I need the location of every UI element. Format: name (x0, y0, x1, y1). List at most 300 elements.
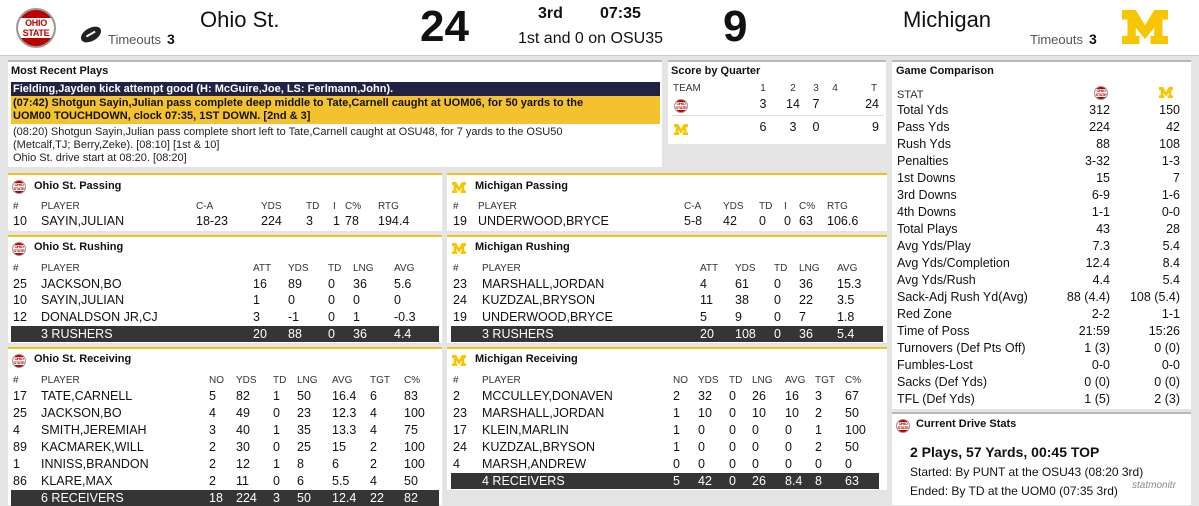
stat-avg: 5.5 (332, 474, 350, 488)
stat-lng: 10 (752, 406, 766, 420)
col-td: TD (759, 201, 773, 212)
mich-rushing-panel (447, 235, 887, 343)
stat-cpct: 50 (404, 474, 418, 488)
stat-avg: 0 (785, 457, 792, 471)
total-yds: 88 (288, 327, 302, 341)
stat-td: 0 (729, 423, 736, 437)
stat-yds: 224 (261, 214, 282, 228)
game-comparison-panel (892, 60, 1191, 409)
col-tgt: TGT (815, 375, 835, 386)
away-score: 9 (723, 2, 748, 51)
stat-label: Rush Yds (897, 137, 951, 151)
mich-stat-value: 108 (1159, 137, 1180, 151)
stat-lng: 7 (799, 310, 806, 324)
stat-avg: 16 (785, 389, 799, 403)
michigan-logo (452, 182, 466, 193)
scoreboard (0, 0, 1199, 56)
stat-att: 4 (700, 277, 707, 291)
stat-cpct: 100 (845, 423, 866, 437)
col-avg: AVG (837, 263, 858, 274)
stat-yds: 12 (236, 457, 250, 471)
stat-yds: 61 (735, 277, 749, 291)
stat-no: 2 (209, 457, 216, 471)
divider (672, 115, 884, 116)
col-number: # (453, 201, 459, 212)
mich-total: 9 (872, 120, 879, 134)
play-text: UOM00 TOUCHDOWN, clock 07:35, 1ST DOWN. [2nd & 3] (13, 110, 311, 122)
mich-q2: 3 (789, 120, 797, 134)
stat-label: Total Yds (897, 103, 949, 117)
mich-stat-value: 0 (0) (1154, 375, 1180, 389)
player-number: 23 (453, 406, 467, 420)
col-ca: C-A (196, 201, 214, 212)
michigan-logo (1122, 10, 1168, 44)
total-lng: 36 (353, 327, 367, 341)
stat-no: 2 (673, 389, 680, 403)
col-int: I (333, 201, 336, 212)
stat-td: 0 (774, 277, 781, 291)
total-label: 6 RECEIVERS (41, 491, 124, 505)
mich-rushing-title: Michigan Rushing (475, 241, 570, 253)
col-number: # (453, 263, 459, 274)
stat-avg: 10 (785, 406, 799, 420)
stat-lng: 25 (297, 440, 311, 454)
col-number: # (13, 201, 19, 212)
osu-stat-value: 1 (5) (1084, 392, 1110, 406)
player-name: MCCULLEY,DONAVEN (482, 389, 613, 403)
mich-stat-value: 7 (1173, 171, 1180, 185)
player-number: 4 (453, 457, 460, 471)
stat-td: 0 (273, 440, 280, 454)
player-number: 10 (13, 293, 27, 307)
stat-td: 0 (328, 310, 335, 324)
player-name: SMITH,JEREMIAH (41, 423, 147, 437)
recent-plays-title: Most Recent Plays (11, 65, 109, 77)
stat-yds: 30 (236, 440, 250, 454)
score-by-quarter-panel (668, 60, 886, 144)
player-number: 17 (453, 423, 467, 437)
total-td: 0 (729, 474, 736, 488)
stat-td: 0 (759, 214, 766, 228)
col-yds: YDS (735, 263, 756, 274)
stat-lng: 0 (752, 457, 759, 471)
stat-avg: 13.3 (332, 423, 357, 437)
col-int: I (784, 201, 787, 212)
col-number: # (453, 375, 459, 386)
col-td: TD (273, 375, 287, 386)
mich-stat-value: 150 (1159, 103, 1180, 117)
stat-lng: 36 (353, 277, 367, 291)
col-cpct: C% (345, 201, 362, 212)
osu-stat-value: 3-32 (1084, 154, 1110, 168)
stat-avg: 0 (394, 293, 401, 307)
stat-tgt: 2 (370, 457, 377, 471)
col-q4: 4 (832, 83, 838, 94)
mich-q1: 6 (759, 120, 767, 134)
stat-yds: 0 (698, 423, 705, 437)
stat-label: Avg Yds/Play (897, 239, 971, 253)
stat-cpct: 67 (845, 389, 859, 403)
stat-yds: 0 (288, 293, 295, 307)
osu-passing-panel (8, 173, 442, 231)
stat-no: 0 (673, 457, 680, 471)
player-name: TATE,CARNELL (41, 389, 133, 403)
stat-lng: 23 (297, 406, 311, 420)
col-yds: YDS (288, 263, 309, 274)
mich-passing-title: Michigan Passing (475, 180, 568, 192)
ohio-state-logo: OHIO STATE (12, 242, 26, 256)
current-drive-panel (892, 412, 1191, 505)
stat-label: Fumbles-Lost (897, 358, 973, 372)
col-avg: AVG (332, 375, 353, 386)
col-td: TD (729, 375, 743, 386)
mich-receiving-panel (447, 347, 887, 490)
stat-yds: 32 (698, 389, 712, 403)
col-player: PLAYER (41, 375, 80, 386)
col-td: TD (328, 263, 342, 274)
col-team: TEAM (673, 83, 701, 94)
stat-avg: 15 (332, 440, 346, 454)
stat-label: Total Plays (897, 222, 958, 236)
ohio-state-logo: OHIO STATE (12, 180, 26, 194)
play-text: (08:20) Shotgun Sayin,Julian pass complete short left to Tate,Carnell caught at OSU48, for 7 yards to the OSU50 (13, 126, 563, 138)
down-distance: 1st and 0 on OSU35 (518, 30, 663, 47)
stat-no: 1 (673, 406, 680, 420)
stat-lng: 0 (353, 293, 360, 307)
stat-avg: 0 (785, 423, 792, 437)
stat-yds: 49 (236, 406, 250, 420)
stat-cpct: 83 (404, 389, 418, 403)
stat-ca: 18-23 (196, 214, 228, 228)
stat-label: Pass Yds (897, 120, 950, 134)
stat-label: Time of Poss (897, 324, 970, 338)
osu-stat-value: 4.4 (1092, 273, 1110, 287)
total-td: 0 (328, 327, 335, 341)
mich-stat-value: 42 (1166, 120, 1180, 134)
score-by-quarter-title: Score by Quarter (671, 65, 761, 77)
total-td: 0 (774, 327, 781, 341)
osu-passing-title: Ohio St. Passing (34, 180, 122, 192)
stat-tgt: 4 (370, 423, 377, 437)
stat-no: 2 (209, 474, 216, 488)
col-no: NO (673, 375, 688, 386)
total-lng: 26 (752, 474, 766, 488)
total-yds: 108 (735, 327, 756, 341)
stat-yds: 11 (236, 474, 249, 488)
total-avg: 5.4 (837, 327, 855, 341)
stat-lng: 26 (752, 389, 766, 403)
player-name: KACMAREK,WILL (41, 440, 144, 454)
stat-tgt: 2 (815, 406, 822, 420)
osu-stat-value: 312 (1089, 103, 1110, 117)
stat-label: TFL (Def Yds) (897, 392, 975, 406)
stat-tgt: 2 (815, 440, 822, 454)
col-avg: AVG (785, 375, 806, 386)
player-name: KLARE,MAX (41, 474, 113, 488)
player-name: UNDERWOOD,BRYCE (482, 310, 613, 324)
stat-att: 11 (700, 293, 713, 307)
col-number: # (13, 375, 19, 386)
player-number: 4 (13, 423, 20, 437)
away-timeouts: 3 (1089, 31, 1097, 47)
total-td: 3 (273, 491, 280, 505)
player-number: 25 (13, 406, 27, 420)
total-cpct: 63 (845, 474, 859, 488)
stat-att: 3 (253, 310, 260, 324)
play-text: (07:42) Shotgun Sayin,Julian pass complete deep middle to Tate,Carnell caught at UOM06, for 50 yards to the (13, 97, 584, 109)
recent-plays-panel (8, 60, 662, 167)
mich-stat-value: 28 (1166, 222, 1180, 236)
col-player: PLAYER (482, 375, 521, 386)
player-number: 17 (13, 389, 27, 403)
stat-td: 1 (273, 423, 280, 437)
col-cpct: C% (799, 201, 816, 212)
player-name: INNISS,BRANDON (41, 457, 149, 471)
play-row-touchdown (11, 96, 660, 124)
current-drive-title: Current Drive Stats (916, 418, 1017, 430)
stat-td: 0 (774, 293, 781, 307)
col-q1: 1 (760, 83, 766, 94)
drive-summary: 2 Plays, 57 Yards, 00:45 TOP (910, 444, 1100, 460)
stat-lng: 22 (799, 293, 813, 307)
osu-stat-value: 21:59 (1078, 324, 1110, 338)
mich-stat-value: 0-0 (1161, 205, 1180, 219)
stat-td: 0 (729, 440, 736, 454)
home-timeouts-label: Timeouts (108, 32, 161, 47)
player-number: 2 (453, 389, 460, 403)
player-number: 25 (13, 277, 27, 291)
col-lng: LNG (752, 375, 773, 386)
player-name: KUZDZAL,BRYSON (482, 440, 595, 454)
michigan-logo (452, 243, 466, 254)
osu-stat-value: 2-2 (1091, 307, 1110, 321)
stat-td: 0 (774, 310, 781, 324)
stat-no: 5 (209, 389, 216, 403)
stat-td: 3 (306, 214, 313, 228)
stat-cpct: 50 (845, 440, 859, 454)
stat-yds: 0 (698, 440, 705, 454)
mich-stat-value: 0-0 (1161, 358, 1180, 372)
player-number: 1 (13, 457, 20, 471)
stat-avg: 3.5 (837, 293, 855, 307)
stat-yds: 0 (698, 457, 705, 471)
col-player: PLAYER (482, 263, 521, 274)
stat-lng: 36 (799, 277, 813, 291)
player-name: JACKSON,BO (41, 406, 122, 420)
col-td: TD (774, 263, 788, 274)
col-lng: LNG (297, 375, 318, 386)
stat-td: 0 (328, 293, 335, 307)
stat-lng: 0 (752, 440, 759, 454)
total-tgt: 22 (370, 491, 384, 505)
stat-tgt: 4 (370, 406, 377, 420)
total-avg: 4.4 (394, 327, 412, 341)
mich-stat-value: 108 (5.4) (1129, 290, 1180, 304)
mich-stat-value: 8.4 (1162, 256, 1180, 270)
table-total-row (451, 326, 883, 342)
mich-stat-value: 5.4 (1162, 239, 1180, 253)
player-name: DONALDSON JR,CJ (41, 310, 158, 324)
col-yds: YDS (723, 201, 744, 212)
stat-tgt: 1 (815, 423, 822, 437)
stat-avg: 0 (785, 440, 792, 454)
col-rtg: RTG (378, 201, 399, 212)
table-total-row (451, 473, 879, 489)
col-player: PLAYER (478, 201, 517, 212)
ohio-state-logo: OHIO STATE (16, 8, 56, 48)
player-number: 24 (453, 440, 467, 454)
osu-stat-value: 15 (1096, 171, 1110, 185)
stat-cpct: 50 (845, 406, 859, 420)
michigan-logo (674, 124, 688, 135)
play-text: Fielding,Jayden kick attempt good (H: McGuire,Joe, LS: Ferlmann,John). (13, 83, 394, 95)
stat-no: 1 (673, 440, 680, 454)
stat-label: Avg Yds/Completion (897, 256, 1010, 270)
col-player: PLAYER (41, 263, 80, 274)
stat-lng: 0 (752, 423, 759, 437)
michigan-logo (452, 355, 466, 366)
player-name: MARSH,ANDREW (482, 457, 587, 471)
game-comparison-title: Game Comparison (896, 65, 994, 77)
stat-att: 5 (700, 310, 707, 324)
stat-lng: 35 (297, 423, 311, 437)
stat-td: 0 (273, 406, 280, 420)
stat-tgt: 2 (370, 440, 377, 454)
col-q3: 3 (813, 83, 819, 94)
osu-stat-value: 1 (3) (1084, 341, 1110, 355)
stat-cpct: 100 (404, 406, 425, 420)
osu-rushing-title: Ohio St. Rushing (34, 241, 124, 253)
stat-no: 3 (209, 423, 216, 437)
player-number: 19 (453, 310, 467, 324)
col-yds: YDS (236, 375, 257, 386)
stat-int: 1 (333, 214, 340, 228)
stat-yds: 42 (723, 214, 737, 228)
col-q2: 2 (790, 83, 796, 94)
stat-label: Red Zone (897, 307, 952, 321)
drive-started: Started: By PUNT at the OSU43 (08:20 3rd) (910, 465, 1144, 479)
osu-stat-value: 12.4 (1085, 256, 1110, 270)
osu-stat-value: 88 (4.4) (1066, 290, 1110, 304)
stat-rtg: 194.4 (378, 214, 410, 228)
player-name: JACKSON,BO (41, 277, 122, 291)
mich-q3: 0 (812, 120, 820, 134)
ohio-state-logo: OHIO STATE (896, 419, 910, 433)
table-total-row (11, 490, 439, 506)
osu-rushing-panel (8, 235, 442, 343)
stat-avg: -0.3 (394, 310, 416, 324)
stat-td: 1 (273, 389, 280, 403)
col-td: TD (306, 201, 320, 212)
stat-label: Sacks (Def Yds) (897, 375, 988, 389)
player-name: SAYIN,JULIAN (41, 214, 125, 228)
stat-att: 16 (253, 277, 267, 291)
stat-td: 0 (729, 389, 736, 403)
stat-td: 0 (729, 406, 736, 420)
total-tgt: 8 (815, 474, 822, 488)
mich-passing-panel (447, 173, 887, 231)
stat-yds: 82 (236, 389, 250, 403)
col-ca: C-A (684, 201, 702, 212)
home-score: 24 (420, 2, 469, 51)
col-stat: STAT (897, 89, 924, 101)
stat-label: Penalties (897, 154, 949, 168)
stat-rtg: 106.6 (827, 214, 859, 228)
osu-stat-value: 43 (1096, 222, 1110, 236)
col-avg: AVG (394, 263, 415, 274)
stat-label: Turnovers (Def Pts Off) (897, 341, 1026, 355)
away-timeouts-label: Timeouts (1030, 32, 1083, 47)
total-yds: 42 (698, 474, 712, 488)
stat-cpct: 100 (404, 440, 425, 454)
mich-receiving-title: Michigan Receiving (475, 353, 578, 365)
stat-no: 1 (673, 423, 680, 437)
osu-q3: 7 (812, 97, 820, 111)
stat-att: 1 (253, 293, 260, 307)
col-rtg: RTG (827, 201, 848, 212)
osu-receiving-panel (8, 347, 442, 505)
stat-no: 2 (209, 440, 216, 454)
col-lng: LNG (353, 263, 374, 274)
away-team-name: Michigan (903, 7, 992, 32)
osu-stat-value: 1-1 (1091, 205, 1110, 219)
stat-yds: 40 (236, 423, 250, 437)
col-number: # (13, 263, 19, 274)
osu-stat-value: 224 (1089, 120, 1110, 134)
stat-lng: 8 (297, 457, 304, 471)
stat-label: 3rd Downs (897, 188, 957, 202)
player-name: KLEIN,MARLIN (482, 423, 569, 437)
total-att: 20 (253, 327, 267, 341)
stat-td: 0 (273, 474, 280, 488)
osu-stat-value: 6-9 (1091, 188, 1110, 202)
mich-stat-value: 15:26 (1148, 324, 1180, 338)
home-timeouts: 3 (167, 31, 175, 47)
stat-lng: 6 (297, 474, 304, 488)
mich-stat-value: 5.4 (1162, 273, 1180, 287)
total-label: 3 RUSHERS (41, 327, 113, 341)
player-number: 10 (13, 214, 27, 228)
total-cpct: 82 (404, 491, 418, 505)
total-no: 18 (209, 491, 223, 505)
stat-label: 1st Downs (897, 171, 956, 185)
stat-avg: 12.3 (332, 406, 357, 420)
player-number: 24 (453, 293, 467, 307)
stat-lng: 50 (297, 389, 311, 403)
total-yds: 224 (236, 491, 257, 505)
stat-label: 4th Downs (897, 205, 957, 219)
stat-tgt: 4 (370, 474, 377, 488)
total-att: 20 (700, 327, 714, 341)
stat-avg: 6 (332, 457, 339, 471)
col-no: NO (209, 375, 224, 386)
osu-receiving-title: Ohio St. Receiving (34, 353, 132, 365)
col-total: T (870, 83, 878, 94)
stat-lng: 1 (353, 310, 360, 324)
mich-stat-value: 1-1 (1161, 307, 1180, 321)
osu-q1: 3 (759, 97, 767, 111)
quarter: 3rd (538, 5, 563, 22)
total-label: 4 RECEIVERS (482, 474, 565, 488)
ohio-state-logo: OHIO STATE (12, 354, 26, 368)
osu-stat-value: 0-0 (1091, 358, 1110, 372)
ohio-state-logo: OHIO STATE (1094, 86, 1108, 100)
total-lng: 50 (297, 491, 311, 505)
mich-stat-value: 0 (0) (1154, 341, 1180, 355)
col-tgt: TGT (370, 375, 390, 386)
stat-yds: 10 (698, 406, 712, 420)
statmonitr-watermark: statmonitr (1132, 480, 1176, 491)
